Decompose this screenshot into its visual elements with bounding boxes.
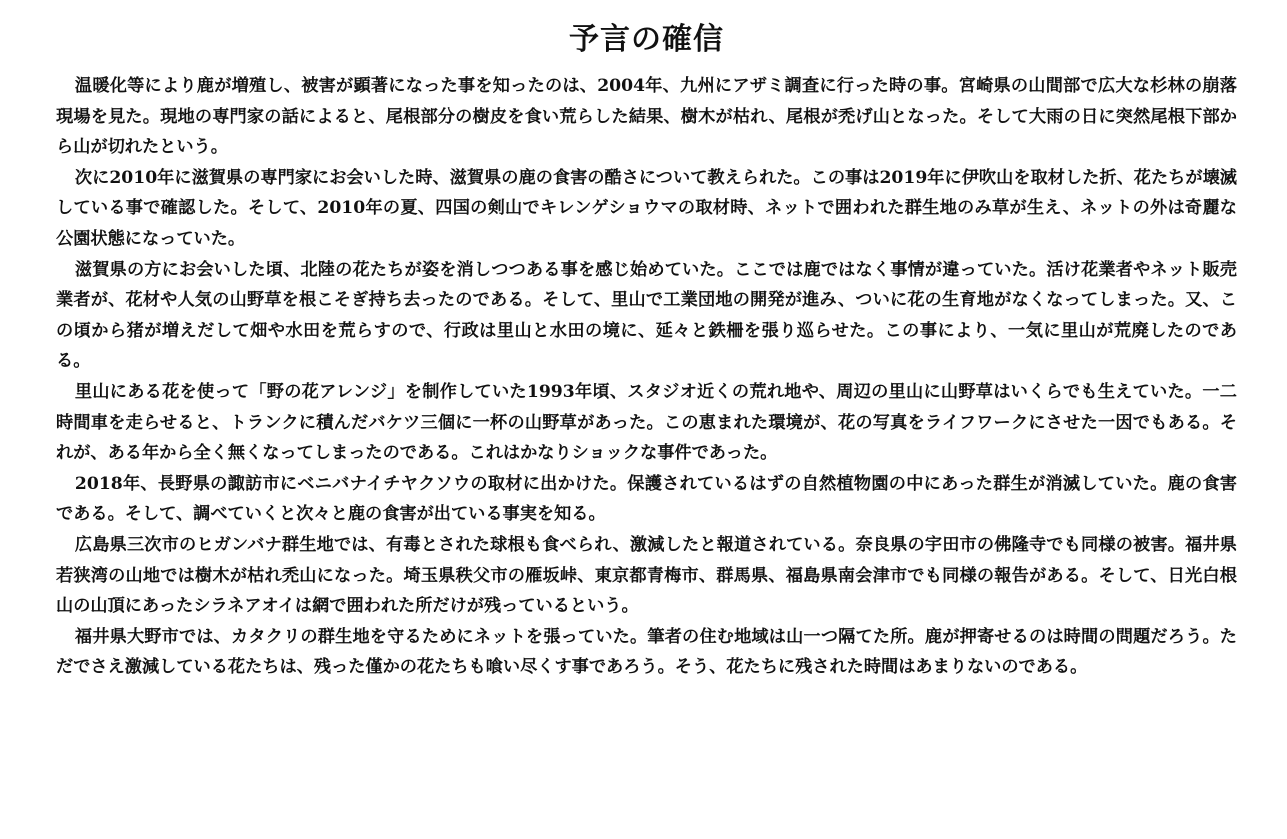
paragraph-2: 次に2010年に滋賀県の専門家にお会いした時、滋賀県の鹿の食害の酷さについて教えられた。この事は2019年に伊吹山を取材した折、花たちが壊滅している事で確認した。そして、2010年の夏、四国の剣山でキレンゲショウマの取材時、ネットで囲われた群生地のみ草が生え、ネットの外は奇麗な公園状態になっていた。 [56,167,1237,249]
paragraph-7: 福井県大野市では、カタクリの群生地を守るためにネットを張っていた。筆者の住む地域は山一つ隔てた所。鹿が押寄せるのは時間の問題だろう。ただでさえ激減している花たちは、残った僅かの花たちも喰い尽くす事であろう。そう、花たちに残された時間はあまりないのである。 [56,626,1237,678]
paragraph-4: 里山にある花を使って「野の花アレンジ」を制作していた1993年頃、スタジオ近くの荒れ地や、周辺の里山に山野草はいくらでも生えていた。一二時間車を走らせると、トランクに積んだバケツ三個に一杯の山野草があった。この恵まれた環境が、花の写真をライフワークにさせた一因でもある。それが、ある年から全く無くなってしまったのである。これはかなりショックな事件であった。 [56,381,1237,464]
paragraph-3: 滋賀県の方にお会いした頃、北陸の花たちが姿を消しつつある事を感じ始めていた。ここでは鹿ではなく事情が違っていた。活け花業者やネット販売業者が、花材や人気の山野草を根こそぎ持ち去ったのである。そして、里山で工業団地の開発が進み、ついに花の生育地がなくなってしまった。又、この頃から猪が増えだして畑や水田を荒らすので、行政は里山と水田の境に、延々と鉄柵を張り巡らせた。この事により、一気に里山が荒廃したのである。 [56,259,1237,372]
paragraph-5: 2018年、長野県の諏訪市にベニバナイチヤクソウの取材に出かけた。保護されているはずの自然植物園の中にあった群生が消滅していた。鹿の食害である。そして、調べていくと次々と鹿の食害が出ている事実を知る。 [56,473,1237,525]
paragraph-1: 温暖化等により鹿が増殖し、被害が顕著になった事を知ったのは、2004年、九州にアザミ調査に行った時の事。宮崎県の山間部で広大な杉林の崩落現場を見た。現地の専門家の話によると、尾根部分の樹皮を食い荒らした結果、樹木が枯れ、尾根が禿げ山となった。そして大雨の日に突然尾根下部から山が切れたという。 [56,76,1237,158]
paragraph-6: 広島県三次市のヒガンバナ群生地では、有毒とされた球根も食べられ、激減したと報道されている。奈良県の宇田市の佛隆寺でも同様の被害。福井県若狭湾の山地では樹木が枯れ禿山になった。埼玉県秩父市の雁坂峠、東京都青梅市、群馬県、福島県南会津市でも同様の報告がある。そして、日光白根山の山頂にあったシラネアオイは網で囲われた所だけが残っているという。 [56,534,1237,617]
article-title: 予言の確信 [569,22,724,57]
